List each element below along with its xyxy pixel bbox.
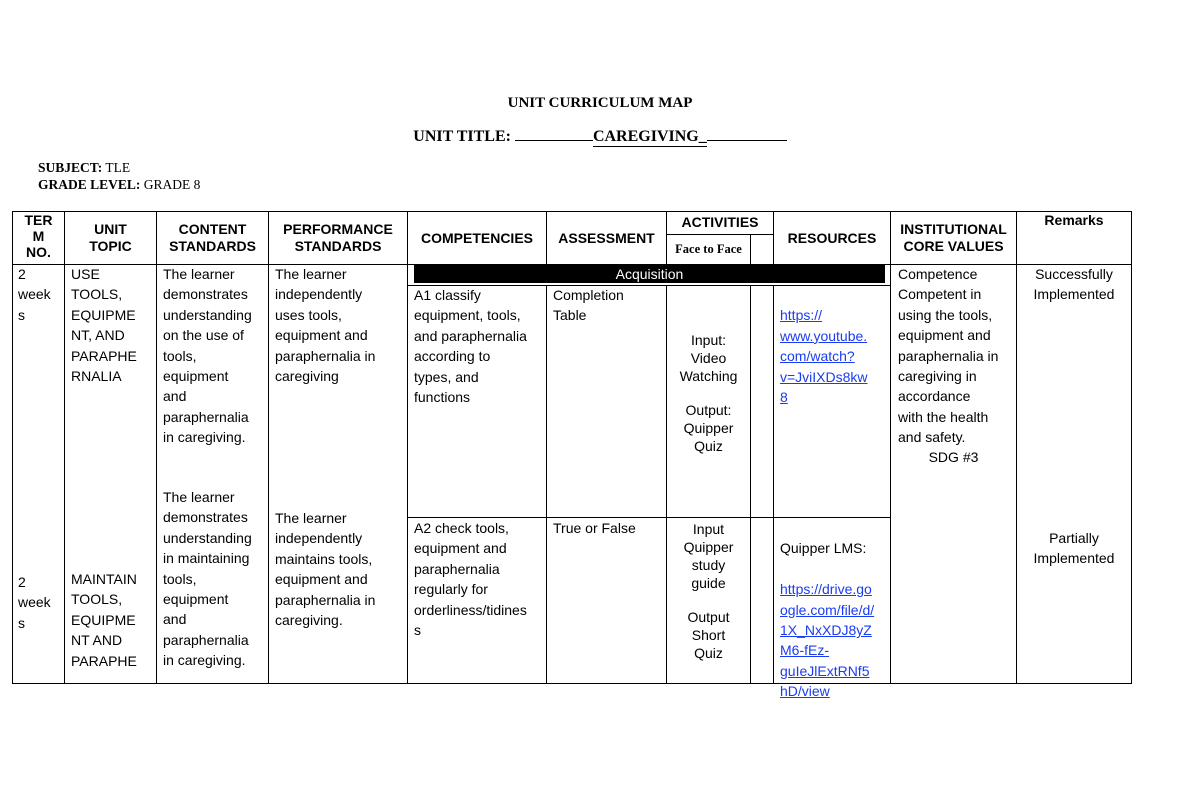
row1-resource (780, 285, 890, 407)
col-divider-3 (268, 211, 269, 684)
row1-activity-input: Input: Video Watching (679, 332, 738, 384)
header-face-to-face: Face to Face (675, 242, 742, 256)
col-divider-2 (156, 211, 157, 684)
unit-title-value: CAREGIVING_ (592, 128, 707, 145)
col-divider-7-body (750, 285, 751, 684)
col-divider-5-body (546, 285, 547, 684)
table-top-border (12, 211, 1132, 212)
row1-performance-standard: The learner independently uses tools, equipment and paraphernalia in caregiving (275, 266, 376, 385)
unit-title-line (0, 128, 1200, 147)
header-core-values: INSTITUTIONAL CORE VALUES (900, 221, 1007, 254)
grade-line (38, 177, 200, 193)
row2-resource-link[interactable]: https://drive.go ogle.com/file/d/ 1X_NxXDJ8yZ M6-fEz- guIeJlExtRNf5 hD/view (780, 581, 875, 700)
row1-resource-link[interactable]: https:// www.youtube. com/watch? v=JviIXDs8kw 8 (780, 307, 868, 406)
col-divider-7-header (750, 234, 751, 265)
grade-label: GRADE LEVEL: (38, 177, 141, 192)
header-resources: RESOURCES (787, 230, 877, 246)
row2-assessment: True or False (553, 520, 636, 536)
unit-title-blank-left (515, 140, 593, 141)
subject-label: SUBJECT: (38, 160, 103, 175)
header-assessment: ASSESSMENT (558, 230, 655, 246)
row1-unit-topic: USE TOOLS, EQUIPME NT, AND PARAPHE RNALIA (71, 266, 137, 385)
row2-resource-label: Quipper LMS: (780, 540, 867, 557)
row2-unit-topic: MAINTAIN TOOLS, EQUIPME NT AND PARAPHE (71, 571, 137, 669)
header-remarks: Remarks (1044, 212, 1104, 228)
activities-divider (666, 234, 774, 235)
document-title: UNIT CURRICULUM MAP (507, 95, 693, 111)
row2-resource (780, 518, 890, 702)
subject-value: TLE (105, 160, 131, 175)
row1-content-standard: The learner demonstrates understanding on the use of tools, equipment and paraphernalia in caregiving. (163, 266, 252, 446)
row2-remarks: Partially Implemented (1033, 530, 1115, 567)
row1-remarks: Successfully Implemented (1033, 266, 1115, 303)
acquisition-bar: Acquisition (414, 265, 885, 283)
header-content-standards: CONTENT STANDARDS (169, 221, 256, 254)
row2-content-standard: The learner demonstrates understanding in maintaining tools, equipment and paraphernalia in caregiving. (163, 489, 252, 669)
col-divider-1 (64, 211, 65, 684)
row1-sdg: SDG #3 (928, 449, 979, 465)
header-performance-standards: PERFORMANCE STANDARDS (283, 221, 393, 254)
table-left-border (12, 211, 13, 684)
table-bottom-border (12, 683, 1132, 684)
unit-title-label: UNIT TITLE: (413, 128, 511, 145)
table-right-border (1131, 211, 1132, 684)
col-divider-4 (407, 211, 408, 684)
col-divider-8-body (773, 285, 774, 684)
row2-activity-output: Output Short Quiz (687, 609, 730, 661)
header-term: TER M NO. (24, 212, 53, 260)
unit-title-blank-right (707, 140, 787, 141)
header-competencies: COMPETENCIES (420, 230, 533, 246)
row1-assessment: Completion Table (553, 287, 624, 324)
header-unit-topic: UNIT TOPIC (89, 221, 132, 254)
subject-line (38, 160, 130, 176)
row1-core-values: Competence Competent in using the tools, equipment and paraphernalia in caregiving in accordance with the health and safety. (898, 266, 999, 446)
row2-competency: A2 check tools, equipment and paraphernalia regularly for orderliness/tidines s (414, 520, 527, 639)
row2-activity-input: Input Quipper study guide (683, 521, 734, 591)
row1-competency: A1 classify equipment, tools, and paraphernalia according to types, and functions (414, 287, 527, 406)
row1-term: 2 week s (18, 266, 51, 323)
row1-activity-output: Output: Quipper Quiz (683, 402, 734, 454)
header-activities: ACTIVITIES (681, 214, 759, 230)
row2-term: 2 week s (18, 574, 51, 631)
row2-performance-standard: The learner independently maintains tools, equipment and paraphernalia in caregiving. (275, 510, 376, 629)
grade-value: GRADE 8 (143, 177, 201, 192)
